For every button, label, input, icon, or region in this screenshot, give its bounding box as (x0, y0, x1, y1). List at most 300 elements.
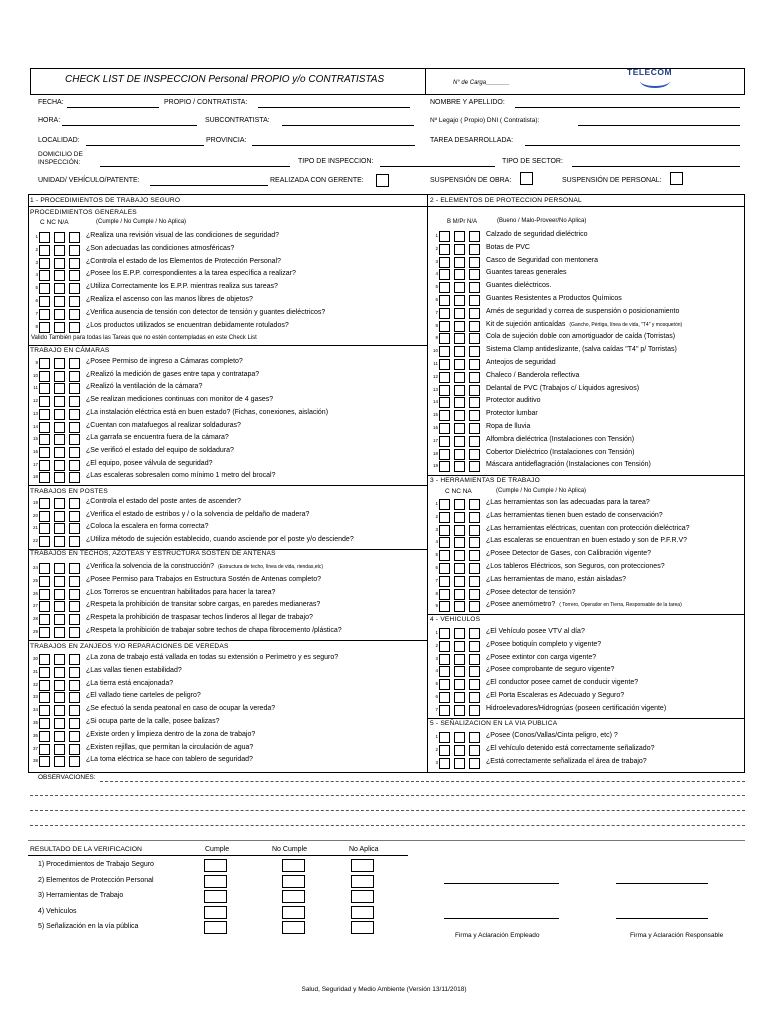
option-3-checkbox[interactable] (469, 641, 480, 652)
option-2-checkbox[interactable] (54, 434, 65, 445)
option-1-checkbox[interactable] (439, 257, 450, 268)
option-2-checkbox[interactable] (54, 523, 65, 534)
option-3-checkbox[interactable] (469, 745, 480, 756)
option-2-checkbox[interactable] (454, 308, 465, 319)
option-2-checkbox[interactable] (54, 718, 65, 729)
option-1-checkbox[interactable] (39, 472, 50, 483)
option-2-checkbox[interactable] (54, 258, 65, 269)
option-1-checkbox[interactable] (39, 383, 50, 394)
row-number: 38 (32, 758, 38, 764)
option-1-checkbox[interactable] (439, 628, 450, 639)
option-2-checkbox[interactable] (454, 295, 465, 306)
option-3-checkbox[interactable] (469, 231, 480, 242)
option-3-checkbox[interactable] (69, 563, 80, 574)
unidad-field[interactable] (150, 185, 268, 186)
option-3-checkbox[interactable] (469, 321, 480, 332)
option-2-checkbox[interactable] (454, 563, 465, 574)
option-2-checkbox[interactable] (454, 537, 465, 548)
option-1-checkbox[interactable] (39, 270, 50, 281)
checklist-row (430, 665, 742, 678)
suspension-obra-checkbox[interactable] (520, 172, 533, 185)
option-3-checkbox[interactable] (469, 537, 480, 548)
option-1-checkbox[interactable] (39, 744, 50, 755)
option-2-checkbox[interactable] (454, 628, 465, 639)
option-2-checkbox[interactable] (54, 667, 65, 678)
option-1-checkbox[interactable] (439, 423, 450, 434)
option-1-checkbox[interactable] (39, 718, 50, 729)
option-2-checkbox[interactable] (54, 371, 65, 382)
option-3-checkbox[interactable] (69, 680, 80, 691)
option-2-checkbox[interactable] (454, 512, 465, 523)
option-1-checkbox[interactable] (439, 461, 450, 472)
option-2-checkbox[interactable] (454, 589, 465, 600)
checklist-item-text: Casco de Seguridad con mentonera (486, 256, 599, 264)
option-1-checkbox[interactable] (39, 589, 50, 600)
option-2-checkbox[interactable] (454, 745, 465, 756)
option-3-checkbox[interactable] (69, 460, 80, 471)
checklist-row (30, 626, 425, 639)
domicilio-field[interactable] (100, 166, 290, 167)
option-1-checkbox[interactable] (39, 680, 50, 691)
tipo-sector-field[interactable] (572, 166, 740, 167)
option-3-checkbox[interactable] (469, 385, 480, 396)
option-3-checkbox[interactable] (469, 295, 480, 306)
option-1-checkbox[interactable] (39, 705, 50, 716)
option-3-checkbox[interactable] (69, 756, 80, 767)
option-1-checkbox[interactable] (39, 283, 50, 294)
option-3-checkbox[interactable] (69, 383, 80, 394)
option-3-checkbox[interactable] (469, 436, 480, 447)
option-2-checkbox[interactable] (454, 679, 465, 690)
result-title-line (28, 855, 408, 856)
option-1-checkbox[interactable] (39, 654, 50, 665)
checklist-item-text: ¿Controla el estado de los Elementos de Protección Personal? (86, 257, 281, 265)
option-2-checkbox[interactable] (454, 666, 465, 677)
option-1-checkbox[interactable] (39, 434, 50, 445)
result-item-label: 5) Señalización en la vía pública (38, 923, 139, 930)
option-3-checkbox[interactable] (69, 434, 80, 445)
option-2-checkbox[interactable] (454, 346, 465, 357)
option-2-checkbox[interactable] (454, 461, 465, 472)
observaciones-line-2[interactable] (30, 795, 745, 796)
option-3-checkbox[interactable] (69, 409, 80, 420)
result-no-cumple-box[interactable] (282, 859, 305, 872)
hora-field[interactable] (62, 125, 197, 126)
option-1-checkbox[interactable] (39, 498, 50, 509)
suspension-personal-label: SUSPENSIÓN DE PERSONAL: (562, 177, 662, 184)
option-1-checkbox[interactable] (39, 296, 50, 307)
option-2-checkbox[interactable] (454, 525, 465, 536)
option-1-checkbox[interactable] (39, 358, 50, 369)
option-1-checkbox[interactable] (439, 576, 450, 587)
option-1-checkbox[interactable] (439, 397, 450, 408)
option-2-checkbox[interactable] (54, 422, 65, 433)
result-no-aplica-box[interactable] (351, 921, 374, 934)
option-1-checkbox[interactable] (439, 282, 450, 293)
option-3-checkbox[interactable] (469, 359, 480, 370)
tipo-inspeccion-field[interactable] (380, 166, 495, 167)
section-4-title: 4 - VEHICULOS (430, 616, 481, 623)
result-no-cumple-box[interactable] (282, 890, 305, 903)
option-3-checkbox[interactable] (69, 705, 80, 716)
row-number: 14 (432, 399, 438, 405)
option-3-checkbox[interactable] (69, 589, 80, 600)
checklist-row (30, 446, 425, 459)
option-1-checkbox[interactable] (39, 396, 50, 407)
option-2-checkbox[interactable] (454, 601, 465, 612)
option-3-checkbox[interactable] (69, 422, 80, 433)
option-1-checkbox[interactable] (39, 536, 50, 547)
option-3-checkbox[interactable] (69, 358, 80, 369)
option-1-checkbox[interactable] (439, 436, 450, 447)
tarea-label: TAREA DESARROLLADA: (430, 137, 514, 144)
option-3-checkbox[interactable] (69, 744, 80, 755)
row-number: 21 (32, 525, 38, 531)
observaciones-line-1[interactable] (100, 781, 745, 782)
section-2-line (427, 206, 745, 207)
option-3-checkbox[interactable] (469, 628, 480, 639)
option-2-checkbox[interactable] (454, 269, 465, 280)
option-1-checkbox[interactable] (439, 550, 450, 561)
option-2-checkbox[interactable] (54, 627, 65, 638)
option-3-checkbox[interactable] (69, 232, 80, 243)
option-2-checkbox[interactable] (454, 397, 465, 408)
option-1-checkbox[interactable] (39, 258, 50, 269)
option-1-checkbox[interactable] (439, 321, 450, 332)
option-2-checkbox[interactable] (454, 423, 465, 434)
option-2-checkbox[interactable] (454, 758, 465, 769)
option-2-checkbox[interactable] (54, 563, 65, 574)
option-1-checkbox[interactable] (39, 460, 50, 471)
result-no-aplica-box[interactable] (351, 875, 374, 888)
page-title: CHECK LIST DE INSPECCION Personal PROPIO y/o CONTRATISTAS (65, 74, 385, 85)
option-3-checkbox[interactable] (469, 308, 480, 319)
option-3-checkbox[interactable] (69, 396, 80, 407)
result-cumple-box[interactable] (204, 921, 227, 934)
option-1-checkbox[interactable] (439, 385, 450, 396)
option-2-checkbox[interactable] (454, 576, 465, 587)
option-2-checkbox[interactable] (454, 257, 465, 268)
localidad-field[interactable] (86, 145, 204, 146)
option-2-checkbox[interactable] (54, 680, 65, 691)
option-2-checkbox[interactable] (54, 601, 65, 612)
option-1-checkbox[interactable] (439, 410, 450, 421)
option-2-checkbox[interactable] (454, 359, 465, 370)
propio-contratista-field[interactable] (258, 107, 410, 108)
checklist-item-text: Cola de sujeción doble con amortiguador de caída (Torristas) (486, 333, 676, 341)
option-3-checkbox[interactable] (69, 258, 80, 269)
option-3-checkbox[interactable] (469, 679, 480, 690)
option-2-checkbox[interactable] (454, 231, 465, 242)
option-2-checkbox[interactable] (454, 550, 465, 561)
option-3-checkbox[interactable] (469, 282, 480, 293)
option-2-checkbox[interactable] (54, 322, 65, 333)
option-3-checkbox[interactable] (69, 283, 80, 294)
option-2-checkbox[interactable] (54, 270, 65, 281)
tarea-field[interactable] (525, 145, 740, 146)
option-3-checkbox[interactable] (69, 371, 80, 382)
option-3-checkbox[interactable] (69, 576, 80, 587)
option-1-checkbox[interactable] (39, 447, 50, 458)
result-cumple-box[interactable] (204, 906, 227, 919)
firma-empleado-line-2[interactable] (444, 918, 559, 919)
option-3-checkbox[interactable] (69, 718, 80, 729)
option-3-checkbox[interactable] (469, 525, 480, 536)
option-2-checkbox[interactable] (454, 705, 465, 716)
option-3-checkbox[interactable] (469, 758, 480, 769)
option-3-checkbox[interactable] (69, 498, 80, 509)
option-2-checkbox[interactable] (54, 576, 65, 587)
option-3-checkbox[interactable] (69, 511, 80, 522)
option-3-checkbox[interactable] (69, 601, 80, 612)
option-2-checkbox[interactable] (54, 654, 65, 665)
option-2-checkbox[interactable] (54, 232, 65, 243)
legajo-field[interactable] (578, 125, 740, 126)
option-1-checkbox[interactable] (439, 679, 450, 690)
option-2-checkbox[interactable] (54, 283, 65, 294)
option-1-checkbox[interactable] (439, 231, 450, 242)
option-2-checkbox[interactable] (454, 436, 465, 447)
option-1-checkbox[interactable] (39, 576, 50, 587)
option-1-checkbox[interactable] (439, 295, 450, 306)
option-3-checkbox[interactable] (469, 269, 480, 280)
option-3-checkbox[interactable] (69, 245, 80, 256)
option-1-checkbox[interactable] (439, 525, 450, 536)
option-1-checkbox[interactable] (39, 309, 50, 320)
firma-responsable-line-1[interactable] (616, 883, 708, 884)
result-no-cumple-box[interactable] (282, 921, 305, 934)
option-3-checkbox[interactable] (469, 666, 480, 677)
option-2-checkbox[interactable] (54, 396, 65, 407)
option-1-checkbox[interactable] (439, 244, 450, 255)
checklist-item-text: Guantes dieléctricos. (486, 282, 552, 290)
option-2-checkbox[interactable] (54, 705, 65, 716)
result-cumple-box[interactable] (204, 875, 227, 888)
option-2-checkbox[interactable] (54, 383, 65, 394)
option-1-checkbox[interactable] (439, 269, 450, 280)
option-1-checkbox[interactable] (439, 563, 450, 574)
option-2-checkbox[interactable] (54, 498, 65, 509)
option-1-checkbox[interactable] (439, 654, 450, 665)
option-3-checkbox[interactable] (69, 322, 80, 333)
option-2-checkbox[interactable] (454, 385, 465, 396)
option-3-checkbox[interactable] (469, 372, 480, 383)
option-3-checkbox[interactable] (69, 667, 80, 678)
option-1-checkbox[interactable] (439, 732, 450, 743)
option-1-checkbox[interactable] (39, 322, 50, 333)
checklist-row (430, 588, 742, 601)
option-1-checkbox[interactable] (39, 245, 50, 256)
option-1-checkbox[interactable] (439, 372, 450, 383)
checklist-item-text: Máscara antideflagración (Instalaciones con Tensión) (486, 461, 651, 469)
option-1-checkbox[interactable] (439, 512, 450, 523)
option-3-checkbox[interactable] (469, 589, 480, 600)
checklist-row (30, 679, 425, 692)
option-1-checkbox[interactable] (39, 667, 50, 678)
option-3-checkbox[interactable] (69, 472, 80, 483)
option-3-checkbox[interactable] (469, 563, 480, 574)
option-2-checkbox[interactable] (54, 472, 65, 483)
checklist-item-text: ¿Posee los E.P.P. correspondientes a la tarea específica a realizar? (86, 270, 296, 278)
option-3-checkbox[interactable] (69, 296, 80, 307)
observaciones-line-3[interactable] (30, 810, 745, 811)
row-number: 3 (435, 759, 438, 765)
option-2-checkbox[interactable] (454, 692, 465, 703)
option-3-checkbox[interactable] (69, 523, 80, 534)
option-2-checkbox[interactable] (54, 731, 65, 742)
option-3-checkbox[interactable] (469, 397, 480, 408)
option-2-checkbox[interactable] (454, 333, 465, 344)
option-3-checkbox[interactable] (469, 410, 480, 421)
checklist-item-text: ¿Realizó la medición de gases entre tapa y contratapa? (86, 370, 260, 378)
result-no-cumple-box[interactable] (282, 906, 305, 919)
option-1-checkbox[interactable] (439, 666, 450, 677)
option-1-checkbox[interactable] (439, 589, 450, 600)
option-1-checkbox[interactable] (39, 756, 50, 767)
option-1-checkbox[interactable] (439, 499, 450, 510)
option-3-checkbox[interactable] (69, 309, 80, 320)
option-1-checkbox[interactable] (439, 745, 450, 756)
option-3-checkbox[interactable] (69, 731, 80, 742)
option-2-checkbox[interactable] (54, 460, 65, 471)
option-3-checkbox[interactable] (69, 692, 80, 703)
option-3-checkbox[interactable] (469, 654, 480, 665)
option-3-checkbox[interactable] (469, 576, 480, 587)
fecha-field[interactable] (67, 107, 159, 108)
option-2-checkbox[interactable] (54, 447, 65, 458)
option-3-checkbox[interactable] (69, 614, 80, 625)
checklist-item-text: ¿Existe orden y limpieza dentro de la zona de trabajo? (86, 730, 256, 738)
option-3-checkbox[interactable] (469, 692, 480, 703)
option-1-checkbox[interactable] (39, 232, 50, 243)
option-1-checkbox[interactable] (39, 627, 50, 638)
option-1-checkbox[interactable] (439, 359, 450, 370)
option-1-checkbox[interactable] (439, 333, 450, 344)
option-1-checkbox[interactable] (439, 692, 450, 703)
observaciones-line-4[interactable] (30, 825, 745, 826)
option-2-checkbox[interactable] (454, 244, 465, 255)
checklist-row (30, 704, 425, 717)
option-1-checkbox[interactable] (39, 511, 50, 522)
checklist-row (430, 358, 742, 371)
result-cumple-box[interactable] (204, 859, 227, 872)
option-2-checkbox[interactable] (54, 245, 65, 256)
option-1-checkbox[interactable] (439, 601, 450, 612)
option-2-checkbox[interactable] (454, 372, 465, 383)
option-2-checkbox[interactable] (54, 614, 65, 625)
option-3-checkbox[interactable] (469, 423, 480, 434)
option-1-checkbox[interactable] (439, 758, 450, 769)
option-2-checkbox[interactable] (54, 744, 65, 755)
option-2-checkbox[interactable] (54, 511, 65, 522)
option-3-checkbox[interactable] (69, 270, 80, 281)
option-3-checkbox[interactable] (469, 512, 480, 523)
checklist-item-text: ¿Las herramientas tienen buen estado de conservación? (486, 511, 663, 519)
checklist-item-text: Botas de PVC (486, 243, 530, 251)
option-3-checkbox[interactable] (69, 627, 80, 638)
option-1-checkbox[interactable] (439, 346, 450, 357)
option-1-checkbox[interactable] (39, 371, 50, 382)
option-3-checkbox[interactable] (469, 244, 480, 255)
option-2-checkbox[interactable] (54, 536, 65, 547)
option-2-checkbox[interactable] (454, 449, 465, 460)
option-3-checkbox[interactable] (469, 601, 480, 612)
option-2-checkbox[interactable] (54, 409, 65, 420)
option-3-checkbox[interactable] (469, 449, 480, 460)
row-number: 5 (435, 552, 438, 558)
option-2-checkbox[interactable] (454, 321, 465, 332)
result-no-aplica-box[interactable] (351, 906, 374, 919)
option-1-checkbox[interactable] (439, 537, 450, 548)
option-1-checkbox[interactable] (439, 308, 450, 319)
firma-responsable-line-2[interactable] (616, 918, 708, 919)
option-1-checkbox[interactable] (39, 601, 50, 612)
option-3-checkbox[interactable] (69, 447, 80, 458)
option-3-checkbox[interactable] (69, 536, 80, 547)
option-1-checkbox[interactable] (39, 409, 50, 420)
option-1-checkbox[interactable] (39, 614, 50, 625)
provincia-field[interactable] (252, 145, 415, 146)
postes-line (28, 485, 427, 486)
option-2-checkbox[interactable] (454, 282, 465, 293)
result-cumple-box[interactable] (204, 890, 227, 903)
option-3-checkbox[interactable] (469, 732, 480, 743)
option-2-checkbox[interactable] (54, 309, 65, 320)
option-2-checkbox[interactable] (54, 692, 65, 703)
checklist-row (430, 498, 742, 511)
option-2-checkbox[interactable] (54, 756, 65, 767)
firma-empleado-line-1[interactable] (444, 883, 559, 884)
option-3-checkbox[interactable] (469, 346, 480, 357)
nombre-apellido-field[interactable] (515, 107, 740, 108)
result-no-aplica-box[interactable] (351, 890, 374, 903)
option-2-checkbox[interactable] (454, 732, 465, 743)
option-3-checkbox[interactable] (469, 257, 480, 268)
option-1-checkbox[interactable] (39, 422, 50, 433)
option-3-checkbox[interactable] (69, 654, 80, 665)
option-2-checkbox[interactable] (454, 641, 465, 652)
option-1-checkbox[interactable] (39, 692, 50, 703)
option-2-checkbox[interactable] (454, 410, 465, 421)
checklist-item-text: Ropa de lluvia (486, 423, 531, 430)
option-3-checkbox[interactable] (469, 333, 480, 344)
option-3-checkbox[interactable] (469, 550, 480, 561)
option-1-checkbox[interactable] (439, 449, 450, 460)
subcontratista-field[interactable] (282, 125, 414, 126)
option-3-checkbox[interactable] (469, 705, 480, 716)
checklist-row (430, 422, 742, 435)
option-3-checkbox[interactable] (469, 461, 480, 472)
option-1-checkbox[interactable] (439, 705, 450, 716)
option-2-checkbox[interactable] (454, 654, 465, 665)
checklist-row (30, 600, 425, 613)
suspension-personal-checkbox[interactable] (670, 172, 683, 185)
option-1-checkbox[interactable] (39, 563, 50, 574)
result-no-aplica-box[interactable] (351, 859, 374, 872)
result-no-cumple-box[interactable] (282, 875, 305, 888)
option-1-checkbox[interactable] (39, 523, 50, 534)
option-2-checkbox[interactable] (54, 589, 65, 600)
option-1-checkbox[interactable] (39, 731, 50, 742)
option-2-checkbox[interactable] (454, 499, 465, 510)
realizada-gerente-checkbox[interactable] (376, 174, 389, 187)
option-1-checkbox[interactable] (439, 641, 450, 652)
checklist-item-text: Guantes tareas generales (486, 269, 567, 277)
option-2-checkbox[interactable] (54, 296, 65, 307)
option-2-checkbox[interactable] (54, 358, 65, 369)
option-3-checkbox[interactable] (469, 499, 480, 510)
checklist-row (430, 744, 742, 757)
